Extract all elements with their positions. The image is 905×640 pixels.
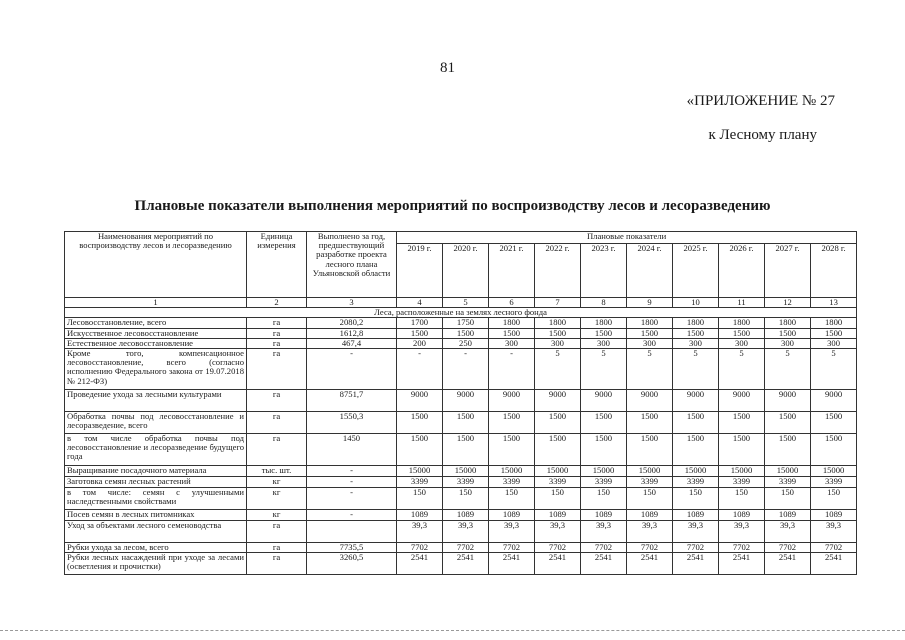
table-row — [65, 553, 857, 575]
row-value: 150 — [443, 488, 489, 510]
page-number: 81 — [440, 60, 455, 76]
column-number: 12 — [765, 298, 811, 308]
row-value: 15000 — [627, 466, 673, 477]
row-value: 3399 — [765, 477, 811, 488]
row-value: 1500 — [765, 412, 811, 434]
row-value: 39,3 — [719, 521, 765, 543]
row-unit: га — [247, 543, 307, 553]
indicators-table — [64, 231, 857, 575]
row-name: Лесовосстановление, всего — [65, 318, 247, 328]
section-title: Леса, расположенные на землях лесного фонда — [65, 308, 857, 318]
row-value: 1500 — [489, 434, 535, 466]
row-value: 1089 — [397, 510, 443, 521]
table-row — [65, 521, 857, 543]
row-value: 1500 — [535, 412, 581, 434]
column-number: 7 — [535, 298, 581, 308]
row-value: 39,3 — [489, 521, 535, 543]
row-value: 1800 — [581, 318, 627, 328]
table-row — [65, 488, 857, 510]
column-number: 11 — [719, 298, 765, 308]
table-row — [65, 543, 857, 553]
row-value: 1500 — [397, 434, 443, 466]
row-unit: кг — [247, 477, 307, 488]
row-value: 5 — [581, 349, 627, 390]
row-value: 300 — [627, 338, 673, 348]
row-value: - — [397, 349, 443, 390]
row-unit: га — [247, 553, 307, 575]
row-value: 1500 — [811, 434, 857, 466]
column-number: 10 — [673, 298, 719, 308]
row-value: 7702 — [719, 543, 765, 553]
row-done: 7735,5 — [307, 543, 397, 553]
row-value: 7702 — [535, 543, 581, 553]
row-value: 7702 — [765, 543, 811, 553]
row-value: 39,3 — [811, 521, 857, 543]
row-value: 1500 — [765, 434, 811, 466]
table-row — [65, 510, 857, 521]
column-number: 4 — [397, 298, 443, 308]
row-value: 150 — [811, 488, 857, 510]
row-value: 1089 — [489, 510, 535, 521]
header-year: 2020 г. — [443, 244, 489, 298]
row-done: 1550,3 — [307, 412, 397, 434]
row-value: 2541 — [627, 553, 673, 575]
row-value: 1500 — [397, 412, 443, 434]
row-name: Естественное лесовосстановление — [65, 338, 247, 348]
row-value: 300 — [581, 338, 627, 348]
row-value: 3399 — [397, 477, 443, 488]
row-unit: га — [247, 390, 307, 412]
row-value: 1089 — [535, 510, 581, 521]
row-value: 150 — [535, 488, 581, 510]
row-value: 7702 — [489, 543, 535, 553]
row-value: 1500 — [397, 328, 443, 338]
row-value: 150 — [673, 488, 719, 510]
row-name: Рубки ухода за лесом, всего — [65, 543, 247, 553]
appendix-subtitle: к Лесному плану — [708, 127, 817, 143]
row-value: 1089 — [627, 510, 673, 521]
row-value: 300 — [673, 338, 719, 348]
row-value: 2541 — [535, 553, 581, 575]
row-value: 1500 — [443, 412, 489, 434]
row-value: 39,3 — [535, 521, 581, 543]
row-value: 15000 — [765, 466, 811, 477]
row-unit: га — [247, 328, 307, 338]
row-name: Посев семян в лесных питомниках — [65, 510, 247, 521]
row-value: 3399 — [443, 477, 489, 488]
row-name: Выращивание посадочного материала — [65, 466, 247, 477]
row-value: 1800 — [811, 318, 857, 328]
header-year: 2028 г. — [811, 244, 857, 298]
row-value: 2541 — [673, 553, 719, 575]
row-value: 1500 — [719, 328, 765, 338]
row-value: 1500 — [489, 412, 535, 434]
header-year: 2027 г. — [765, 244, 811, 298]
row-value: 5 — [765, 349, 811, 390]
row-value: 39,3 — [397, 521, 443, 543]
row-value: 1089 — [581, 510, 627, 521]
row-value: 39,3 — [443, 521, 489, 543]
row-value: 15000 — [673, 466, 719, 477]
row-unit: га — [247, 318, 307, 328]
header-plan: Плановые показатели — [397, 232, 857, 244]
row-value: 1500 — [535, 328, 581, 338]
row-value: 1500 — [627, 328, 673, 338]
row-unit: тыс. шт. — [247, 466, 307, 477]
row-value: 1500 — [627, 412, 673, 434]
row-unit: га — [247, 338, 307, 348]
row-done: - — [307, 477, 397, 488]
row-value: 1089 — [765, 510, 811, 521]
row-unit: кг — [247, 488, 307, 510]
row-value: 1700 — [397, 318, 443, 328]
row-value: 1500 — [811, 328, 857, 338]
row-value: 1500 — [811, 412, 857, 434]
page-edge — [0, 630, 905, 631]
column-number: 13 — [811, 298, 857, 308]
header-year: 2021 г. — [489, 244, 535, 298]
table-row — [65, 412, 857, 434]
row-done: - — [307, 349, 397, 390]
row-value: 5 — [811, 349, 857, 390]
row-value: 1500 — [535, 434, 581, 466]
row-name: Рубки лесных насаждений при уходе за лесами (осветления и прочистки) — [65, 553, 247, 575]
row-value: 15000 — [581, 466, 627, 477]
row-value: 5 — [535, 349, 581, 390]
row-value: 1500 — [627, 434, 673, 466]
appendix-title: «ПРИЛОЖЕНИЕ № 27 — [686, 93, 835, 109]
table-row — [65, 338, 857, 348]
column-number: 8 — [581, 298, 627, 308]
row-value: 9000 — [673, 390, 719, 412]
row-value: 150 — [719, 488, 765, 510]
row-value: 7702 — [673, 543, 719, 553]
row-value: 2541 — [719, 553, 765, 575]
row-value: 300 — [489, 338, 535, 348]
row-value: 9000 — [581, 390, 627, 412]
row-value: 9000 — [535, 390, 581, 412]
row-value: 39,3 — [673, 521, 719, 543]
row-value: 2541 — [811, 553, 857, 575]
table-row — [65, 318, 857, 328]
table-row — [65, 434, 857, 466]
row-name: в том числе: семян с улучшенными наследственными свойствами — [65, 488, 247, 510]
header-year: 2023 г. — [581, 244, 627, 298]
row-value: 9000 — [719, 390, 765, 412]
row-value: 9000 — [811, 390, 857, 412]
row-unit: га — [247, 412, 307, 434]
row-value: 3399 — [627, 477, 673, 488]
row-unit: га — [247, 521, 307, 543]
row-unit: кг — [247, 510, 307, 521]
header-done: Выполнено за год, предшествующий разработке проекта лесного плана Ульяновской области — [307, 232, 397, 298]
row-name: Уход за объектами лесного семеноводства — [65, 521, 247, 543]
column-number: 3 — [307, 298, 397, 308]
row-value: 15000 — [397, 466, 443, 477]
row-value: 2541 — [489, 553, 535, 575]
row-unit: га — [247, 349, 307, 390]
row-value: 1800 — [673, 318, 719, 328]
row-value: 1089 — [673, 510, 719, 521]
row-value: 150 — [627, 488, 673, 510]
row-value: 9000 — [627, 390, 673, 412]
row-done: 467,4 — [307, 338, 397, 348]
row-value: 1500 — [443, 434, 489, 466]
row-value: - — [443, 349, 489, 390]
row-name: Обработка почвы под лесовосстановление и лесоразведение, всего — [65, 412, 247, 434]
row-value: 15000 — [535, 466, 581, 477]
row-value: 1800 — [627, 318, 673, 328]
row-value: 39,3 — [765, 521, 811, 543]
row-done: - — [307, 510, 397, 521]
row-value: 7702 — [443, 543, 489, 553]
row-value: 1800 — [489, 318, 535, 328]
row-value: 150 — [489, 488, 535, 510]
row-value: 3399 — [535, 477, 581, 488]
row-value: 150 — [581, 488, 627, 510]
row-name: Кроме того, компенсационное лесовосстановление, всего (согласно исполнению Федерального закона от 19.07.2018 № 212-ФЗ) — [65, 349, 247, 390]
row-value: 1500 — [765, 328, 811, 338]
row-unit: га — [247, 434, 307, 466]
table-row — [65, 466, 857, 477]
row-value: 9000 — [443, 390, 489, 412]
row-value: 300 — [535, 338, 581, 348]
row-value: 150 — [397, 488, 443, 510]
table-row — [65, 349, 857, 390]
header-year: 2024 г. — [627, 244, 673, 298]
row-done: 3260,5 — [307, 553, 397, 575]
row-value: 1500 — [443, 328, 489, 338]
row-value: 1800 — [719, 318, 765, 328]
row-value: 250 — [443, 338, 489, 348]
row-value: 5 — [673, 349, 719, 390]
row-value: 150 — [765, 488, 811, 510]
row-value: 1089 — [811, 510, 857, 521]
column-number: 9 — [627, 298, 673, 308]
row-value: 39,3 — [581, 521, 627, 543]
row-value: 9000 — [489, 390, 535, 412]
row-value: 1500 — [581, 412, 627, 434]
row-value: 1500 — [719, 412, 765, 434]
row-done: 2080,2 — [307, 318, 397, 328]
row-value: 5 — [627, 349, 673, 390]
row-value: 7702 — [397, 543, 443, 553]
row-value: 1500 — [581, 328, 627, 338]
header-year: 2019 г. — [397, 244, 443, 298]
row-value: 9000 — [397, 390, 443, 412]
row-value: 39,3 — [627, 521, 673, 543]
row-value: 3399 — [489, 477, 535, 488]
table-row — [65, 390, 857, 412]
row-value: 15000 — [811, 466, 857, 477]
row-value: 1089 — [719, 510, 765, 521]
row-value: 1500 — [673, 412, 719, 434]
table-row — [65, 477, 857, 488]
row-done — [307, 521, 397, 543]
row-value: 300 — [811, 338, 857, 348]
row-value: 2541 — [397, 553, 443, 575]
row-value: 2541 — [443, 553, 489, 575]
header-year: 2025 г. — [673, 244, 719, 298]
row-done: 1450 — [307, 434, 397, 466]
row-value: 15000 — [719, 466, 765, 477]
document-title: Плановые показатели выполнения мероприятий по воспроизводству лесов и лесоразведению — [134, 198, 771, 214]
row-value: 3399 — [811, 477, 857, 488]
row-value: 7702 — [811, 543, 857, 553]
row-value: - — [489, 349, 535, 390]
row-done: - — [307, 466, 397, 477]
column-number: 2 — [247, 298, 307, 308]
row-value: 3399 — [719, 477, 765, 488]
column-number: 5 — [443, 298, 489, 308]
row-value: 1500 — [719, 434, 765, 466]
row-value: 1089 — [443, 510, 489, 521]
column-number: 6 — [489, 298, 535, 308]
row-value: 1500 — [489, 328, 535, 338]
row-value: 200 — [397, 338, 443, 348]
row-value: 3399 — [581, 477, 627, 488]
row-value: 15000 — [489, 466, 535, 477]
row-value: 7702 — [581, 543, 627, 553]
row-value: 1800 — [535, 318, 581, 328]
row-value: 1500 — [673, 328, 719, 338]
header-unit: Единица измерения — [247, 232, 307, 298]
row-done: 1612,8 — [307, 328, 397, 338]
row-value: 2541 — [581, 553, 627, 575]
column-number: 1 — [65, 298, 247, 308]
header-year: 2022 г. — [535, 244, 581, 298]
row-name: в том числе обработка почвы под лесовосстановление и лесоразведение будущего года — [65, 434, 247, 466]
row-name: Искусственное лесовосстановление — [65, 328, 247, 338]
table-row — [65, 328, 857, 338]
header-year: 2026 г. — [719, 244, 765, 298]
row-value: 3399 — [673, 477, 719, 488]
row-name: Проведение ухода за лесными культурами — [65, 390, 247, 412]
row-value: 1500 — [581, 434, 627, 466]
row-value: 1800 — [765, 318, 811, 328]
row-value: 300 — [719, 338, 765, 348]
row-value: 1500 — [673, 434, 719, 466]
row-value: 5 — [719, 349, 765, 390]
row-value: 7702 — [627, 543, 673, 553]
row-value: 1750 — [443, 318, 489, 328]
row-value: 2541 — [765, 553, 811, 575]
header-name: Наименования мероприятий по воспроизводству лесов и лесоразведению — [65, 232, 247, 298]
row-done: 8751,7 — [307, 390, 397, 412]
row-value: 9000 — [765, 390, 811, 412]
row-name: Заготовка семян лесных растений — [65, 477, 247, 488]
row-value: 300 — [765, 338, 811, 348]
row-value: 15000 — [443, 466, 489, 477]
row-done: - — [307, 488, 397, 510]
